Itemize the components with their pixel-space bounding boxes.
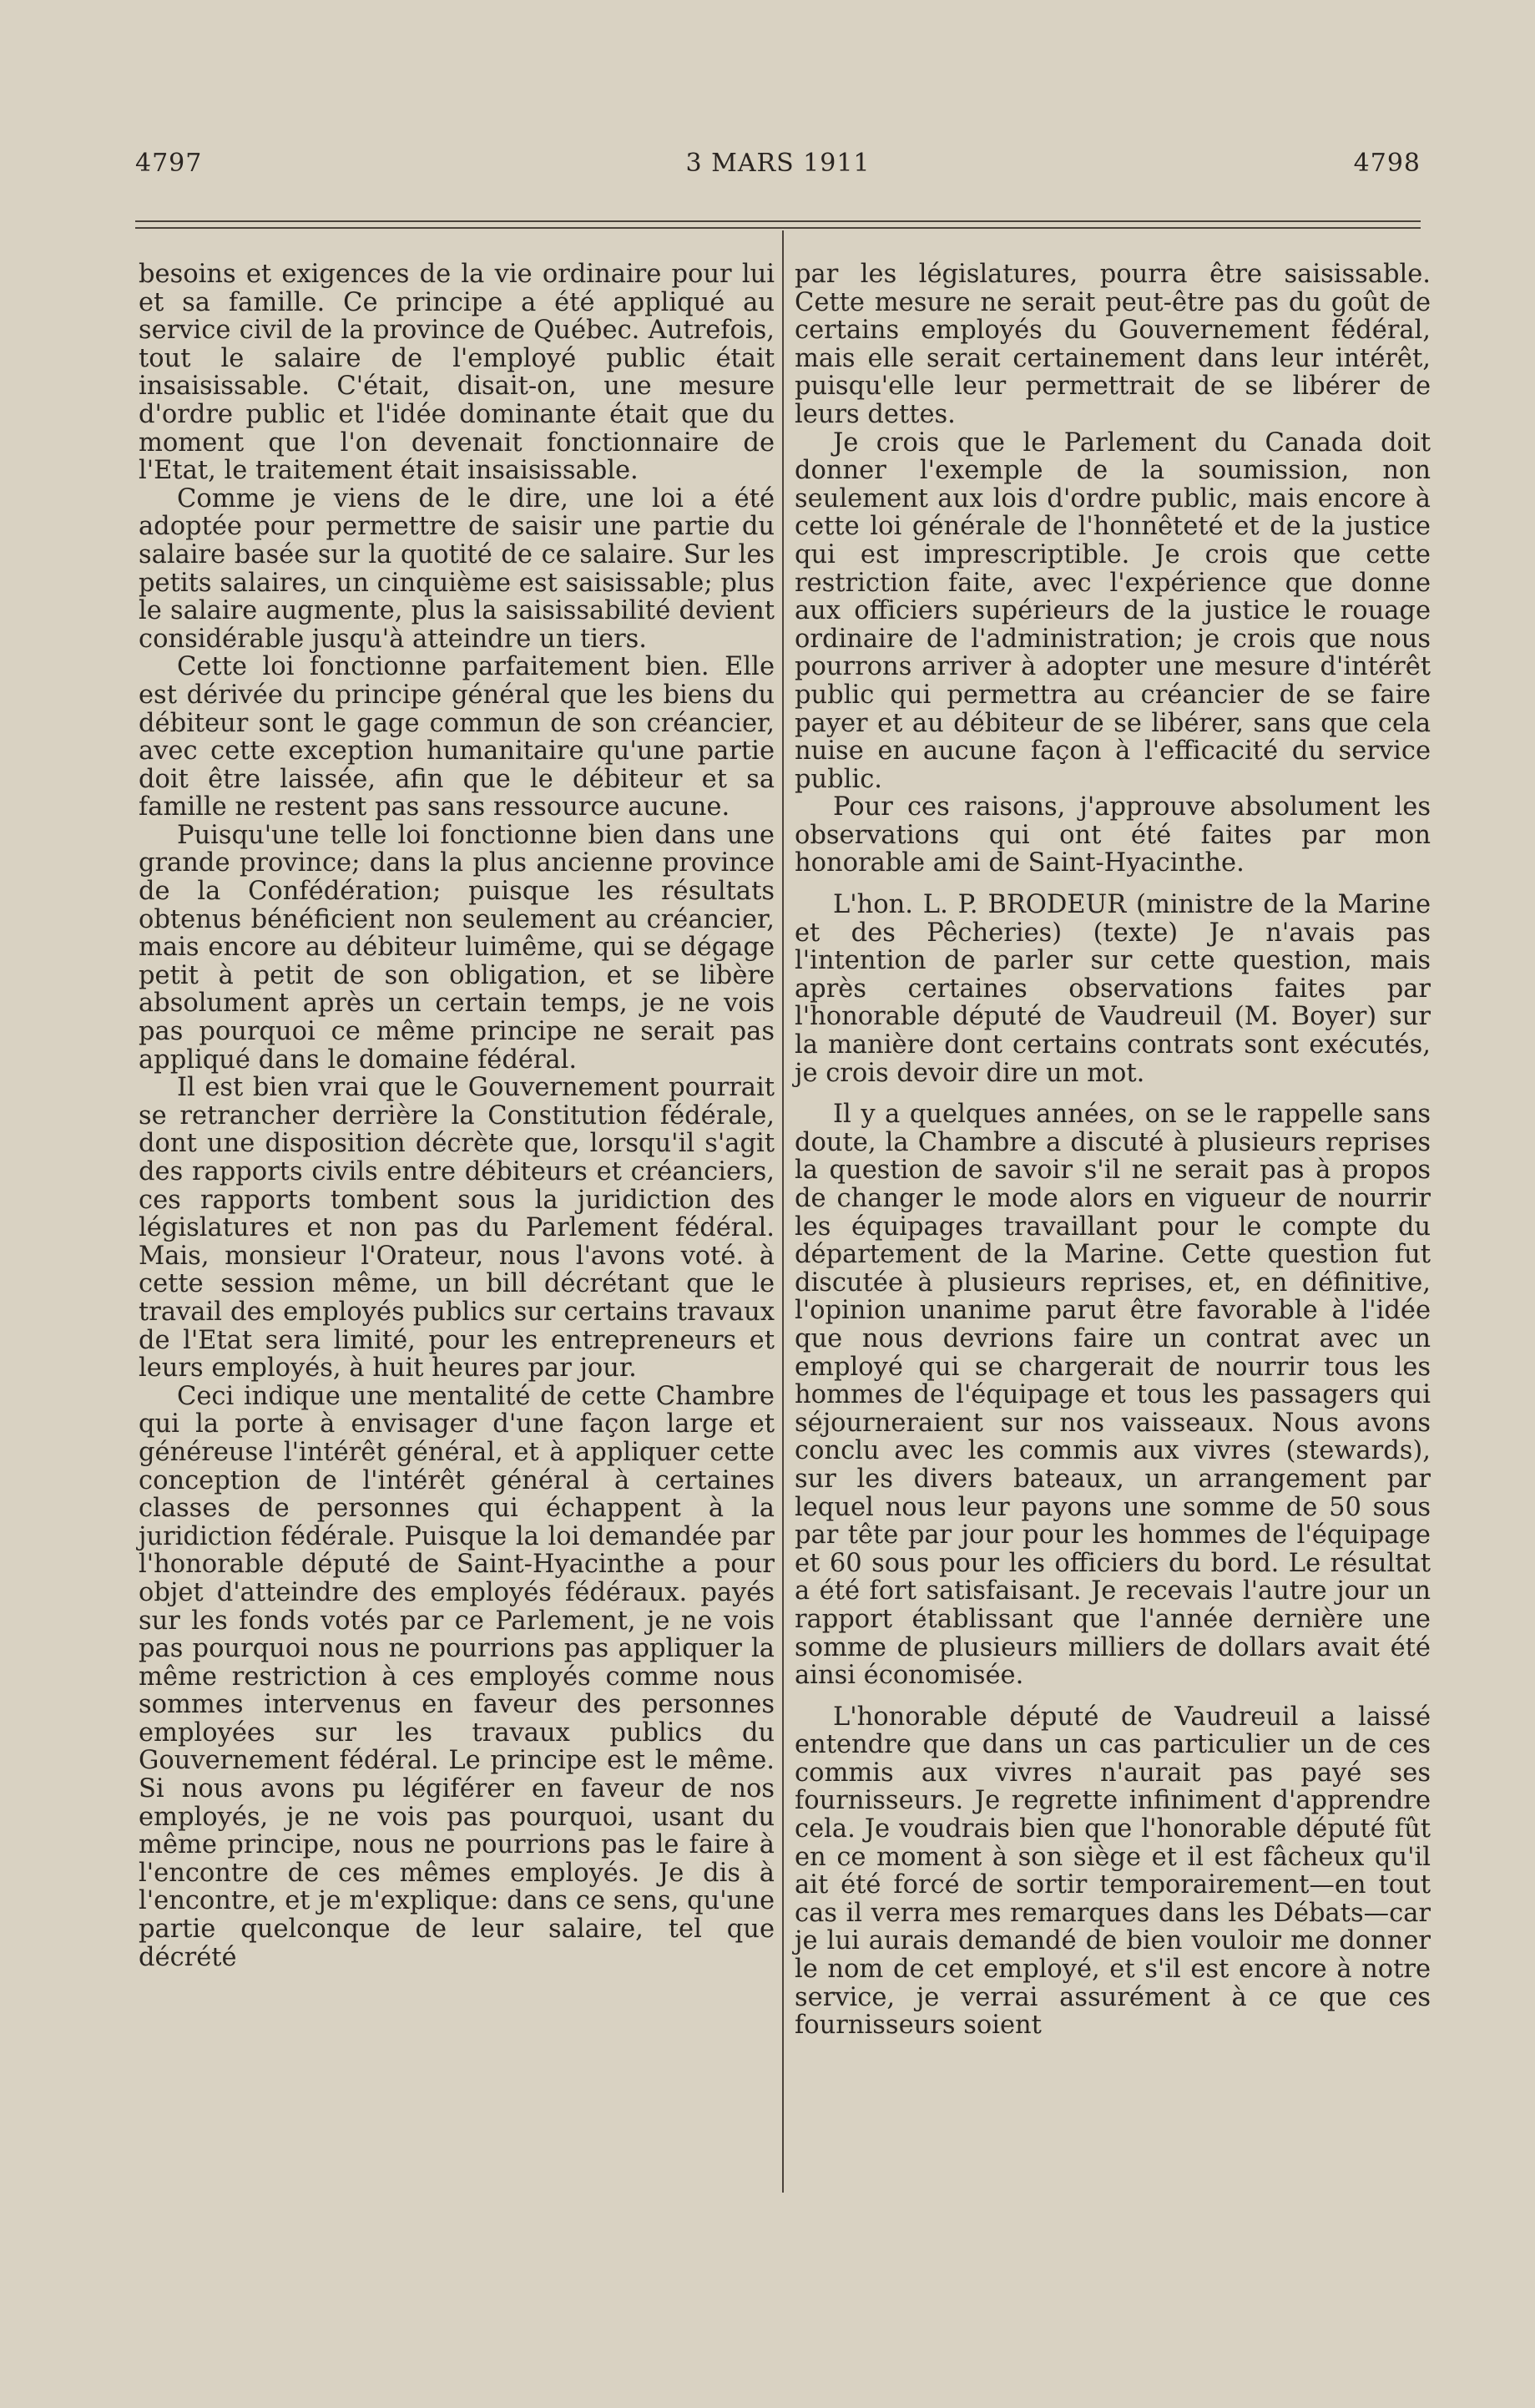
column-divider [782, 230, 784, 2193]
left-paragraph: besoins et exigences de la vie ordinaire pour lui et sa famille. Ce principe a été appliqué au service civil de la province de Québec. Autrefois, tout le salaire de l'employé public était insaisissable. C'était, disait-on, une mesure d'ordre public et l'idée dominante était que du moment que l'on devenait fonctionnaire de l'Etat, le traitement était insaisissable. [139, 260, 775, 486]
header-rule-bottom [135, 227, 1421, 229]
left-paragraph: Puisqu'une telle loi fonctionne bien dans une grande province; dans la plus ancienne province de la Confédération; puisque les résultats obtenus bénéficient non seulement au créancier, mais encore au débiteur luimême, qui se dégage petit à petit de son obligation, et se libère absolument après un certain temps, je ne vois pas pourquoi ce même principe ne serait pas appliqué dans le domaine fédéral. [139, 820, 775, 1075]
left-paragraph: Comme je viens de le dire, une loi a été adoptée pour permettre de saisir une partie du salaire basée sur la quotité de ce salaire. Sur les petits salaires, un cinquième est saisissable; plus le salaire augmente, plus la saisissabilité devient considérable jusqu'à atteindre un tiers. [139, 483, 775, 654]
right-paragraph: L'hon. L. P. BRODEUR (ministre de la Marine et des Pêcheries) (texte) Je n'avais pas l'intention de parler sur cette question, mais après certaines observations faites par l'honorable député de Vaudreuil (M. Boyer) sur la manière dont certains contrats sont exécutés, je crois devoir dire un mot. [795, 890, 1431, 1088]
page-number-right: 4798 [1353, 149, 1421, 178]
left-paragraph: Il est bien vrai que le Gouvernement pourrait se retrancher derrière la Constitution fédérale, dont une disposition décrète que, lorsqu'il s'agit des rapports civils entre débiteurs et créanciers, ces rapports tombent sous la juridiction des législatures et non pas du Parlement fédéral. Mais, monsieur l'Orateur, nous l'avons voté. à cette session même, un bill décrétant que le travail des employés publics sur certains travaux de l'Etat sera limité, pour les entrepreneurs et leurs employés, à huit heures par jour. [139, 1073, 775, 1384]
left-paragraph: Ceci indique une mentalité de cette Chambre qui la porte à envisager d'une façon large et généreuse l'intérêt général, et à appliquer cette conception de l'intérêt général à certaines classes de personnes qui échappent à la juridiction fédérale. Puisque la loi demandée par l'honorable député de Saint-Hyacinthe a pour objet d'atteindre des employés fédéraux. payés sur les fonds votés par ce Parlement, je ne vois pas pourquoi nous ne pourrions pas appliquer la même restriction à ces employés comme nous sommes intervenus en faveur des personnes employées sur les travaux publics du Gouvernement fédéral. Le principe est le même. Si nous avons pu légiférer en faveur de nos employés, je ne vois pas pourquoi, usant du même principe, nous ne pourrions pas le faire à l'encontre de ces mêmes employés. Je dis à l'encontre, et je m'explique: dans ce sens, qu'une partie quelconque de leur salaire, tel que décrété [139, 1381, 775, 1972]
right-paragraph: Je crois que le Parlement du Canada doit donner l'exemple de la soumission, non seulement aux lois d'ordre public, mais encore à cette loi générale de l'honnêteté et de la justice qui est imprescriptible. Je crois que cette restriction faite, avec l'expérience que donne aux officiers supérieurs de la justice le rouage ordinaire de l'administration; je crois que nous pourrons arriver à adopter une mesure d'intérêt public qui permettra au créancier de se faire payer et au débiteur de se libérer, sans que cela nuise en aucune façon à l'efficacité du service public. [795, 427, 1431, 794]
header-rule-top [135, 220, 1421, 222]
page-header [135, 149, 1421, 190]
left-paragraph: Cette loi fonctionne parfaitement bien. Elle est dérivée du principe général que les biens du débiteur sont le gage commun de son créancier, avec cette exception humanitaire qu'une partie doit être laissée, afin que le débiteur et sa famille ne restent pas sans ressource aucune. [139, 652, 775, 822]
right-paragraph: Il y a quelques années, on se le rappelle sans doute, la Chambre a discuté à plusieurs reprises la question de savoir s'il ne serait pas à propos de changer le mode alors en vigueur de nourrir les équipages travaillant pour le compte du département de la Marine. Cette question fut discutée à plusieurs reprises, et, en définitive, l'opinion unanime parut être favorable à l'idée que nous devrions faire un contrat avec un employé qui se chargerait de nourrir tous les hommes de l'équipage et tous les passagers qui séjourneraient sur nos vaisseaux. Nous avons conclu avec les commis aux vivres (stewards), sur les divers bateaux, un arrangement par lequel nous leur payons une somme de 50 sous par tête par jour pour les hommes de l'équipage et 60 sous pour les officiers du bord. Le résultat a été fort satisfaisant. Je recevais l'autre jour un rapport établissant que l'année dernière une somme de plusieurs milliers de dollars avait été ainsi économisée. [795, 1100, 1431, 1691]
right-paragraph: L'honorable député de Vaudreuil a laissé entendre que dans un cas particulier un de ces commis aux vivres n'aurait pas payé ses fournisseurs. Je regrette infiniment d'apprendre cela. Je voudrais bien que l'honorable député fût en ce moment à son siège et il est fâcheux qu'il ait été forcé de sortir temporairement—en tout cas il verra mes remarques dans les Débats—car je lui aurais demandé de bien vouloir me donner le nom de cet employé, et s'il est encore à notre service, je verrai assurément à ce que ces fournisseurs soient [795, 1702, 1431, 2041]
header-date: 3 MARS 1911 [685, 149, 871, 178]
right-column [795, 261, 1431, 2040]
left-column [139, 261, 775, 1971]
right-paragraph: Pour ces raisons, j'approuve absolument les observations qui ont été faites par mon honorable ami de Saint-Hyacinthe. [795, 792, 1431, 878]
page-number-left: 4797 [135, 149, 203, 178]
right-paragraph: par les législatures, pourra être saisissable. Cette mesure ne serait peut-être pas du goût de certains employés du Gouvernement fédéral, mais elle serait certainement dans leur intérêt, puisqu'elle leur permettrait de se libérer de leurs dettes. [795, 260, 1431, 429]
